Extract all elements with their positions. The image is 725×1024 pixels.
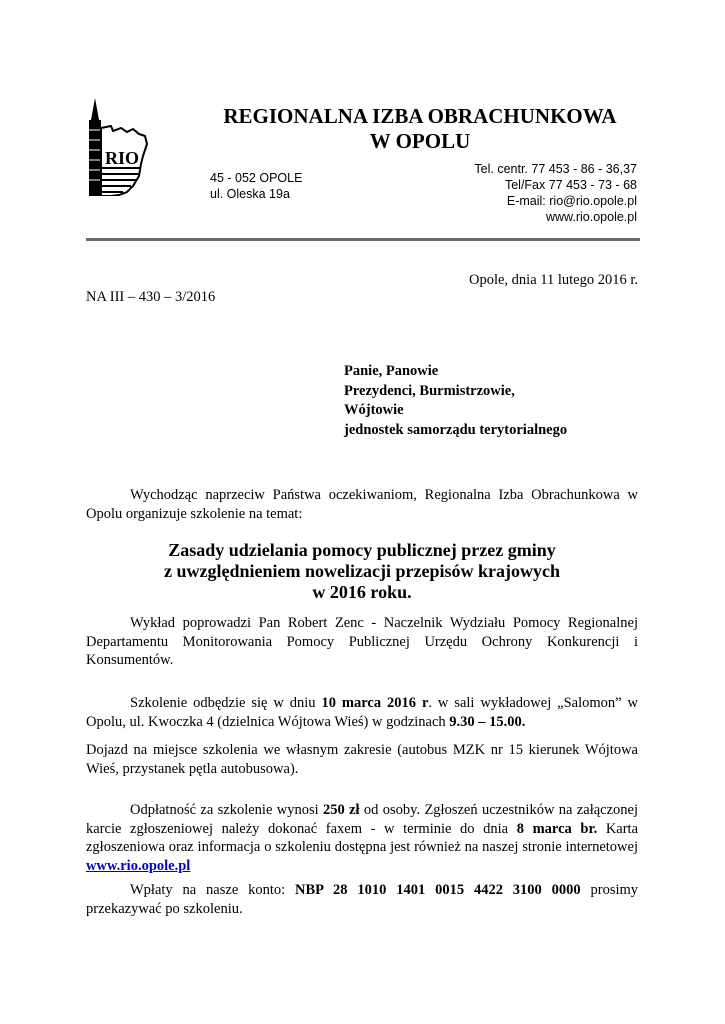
- postal-code: 45 - 052 OPOLE: [210, 171, 303, 185]
- fee-paragraph: [86, 801, 638, 875]
- recipients-block: [344, 362, 567, 440]
- recipient-line: Panie, Panowie: [344, 363, 439, 379]
- venue-text: . w sali wykładowej „Salomon” w Opolu, ul. Kwoczka 4 (dzielnica Wójtowa Wieś) w godzinach: [86, 695, 638, 730]
- website[interactable]: www.rio.opole.pl: [545, 210, 637, 224]
- payment-text: prosimy przekazywać po szkoleniu.: [86, 882, 639, 917]
- fee-text: od osoby. Zgłoszeń uczestników na załączonej karcie zgłoszeniowej należy dokonać faxem - w terminie do dnia: [86, 802, 638, 837]
- recipient-line: Prezydenci, Burmistrzowie,: [344, 382, 515, 399]
- street-address: ul. Oleska 19a: [210, 187, 290, 201]
- postal-address: [210, 170, 302, 202]
- org-line-1: REGIONALNA IZBA OBRACHUNKOWA: [223, 104, 617, 128]
- fee-text: Karta zgłoszeniowa oraz informacja o szkoleniu dostępna jest również na naszej stronie internetowej: [86, 820, 639, 855]
- fee-deadline: 8 marca br.: [516, 820, 598, 837]
- venue-date: 10 marca 2016 r: [321, 695, 429, 711]
- reference-number: NA III – 430 – 3/2016: [86, 289, 216, 305]
- header-divider: [86, 238, 640, 241]
- payment-paragraph: [86, 881, 638, 918]
- recipient-line: jednostek samorządu terytorialnego: [344, 421, 568, 438]
- fax: Tel/Fax 77 453 - 73 - 68: [504, 178, 637, 192]
- logo-text: RIO: [105, 148, 140, 168]
- intro-paragraph: Wychodząc naprzeciw Państwa oczekiwaniom, Regionalna Izba Obrachunkowa w Opolu organizuje szkolenie na temat:: [86, 487, 638, 522]
- email[interactable]: E-mail: rio@rio.opole.pl: [506, 194, 637, 208]
- topic-line-1: Zasady udzielania pomocy publicznej przez gminy: [168, 540, 556, 560]
- venue-paragraph: [86, 694, 638, 731]
- fee-text: Odpłatność za szkolenie wynosi: [130, 802, 323, 818]
- website-link[interactable]: www.rio.opole.pl: [86, 857, 191, 874]
- letter-date: Opole, dnia 11 lutego 2016 r.: [468, 272, 638, 288]
- recipient-line: Wójtowie: [344, 402, 404, 418]
- fee-amount: 250 zł: [322, 802, 360, 818]
- payment-text: Wpłaty na nasze konto:: [130, 882, 296, 898]
- venue-hours: 9.30 – 15.00.: [449, 713, 526, 730]
- org-line-2: W OPOLU: [369, 129, 471, 153]
- organization-name: [190, 104, 650, 154]
- topic-line-2: z uwzględnieniem nowelizacji przepisów krajowych: [164, 561, 560, 581]
- lecturer-paragraph: Wykład poprowadzi Pan Robert Zenc - Naczelnik Wydziału Pomocy Regionalnej Departamentu Monitorowania Pomocy Publicznej Urzędu Ochrony Konkurencji i Konsumentów.: [86, 615, 638, 668]
- transport-paragraph: Dojazd na miejsce szkolenia we własnym zakresie (autobus MZK nr 15 kierunek Wójtowa Wieś, przystanek pętla autobusowa).: [86, 742, 638, 777]
- rio-logo: [83, 98, 153, 196]
- bank-account: NBP 28 1010 1401 0015 4422 3100 0000: [295, 882, 581, 898]
- venue-text: Szkolenie odbędzie się w dniu: [130, 695, 322, 711]
- phone: Tel. centr. 77 453 - 86 - 36,37: [474, 162, 637, 176]
- training-topic: [86, 540, 638, 603]
- topic-line-3: w 2016 roku.: [312, 582, 412, 602]
- contact-info: [474, 161, 637, 225]
